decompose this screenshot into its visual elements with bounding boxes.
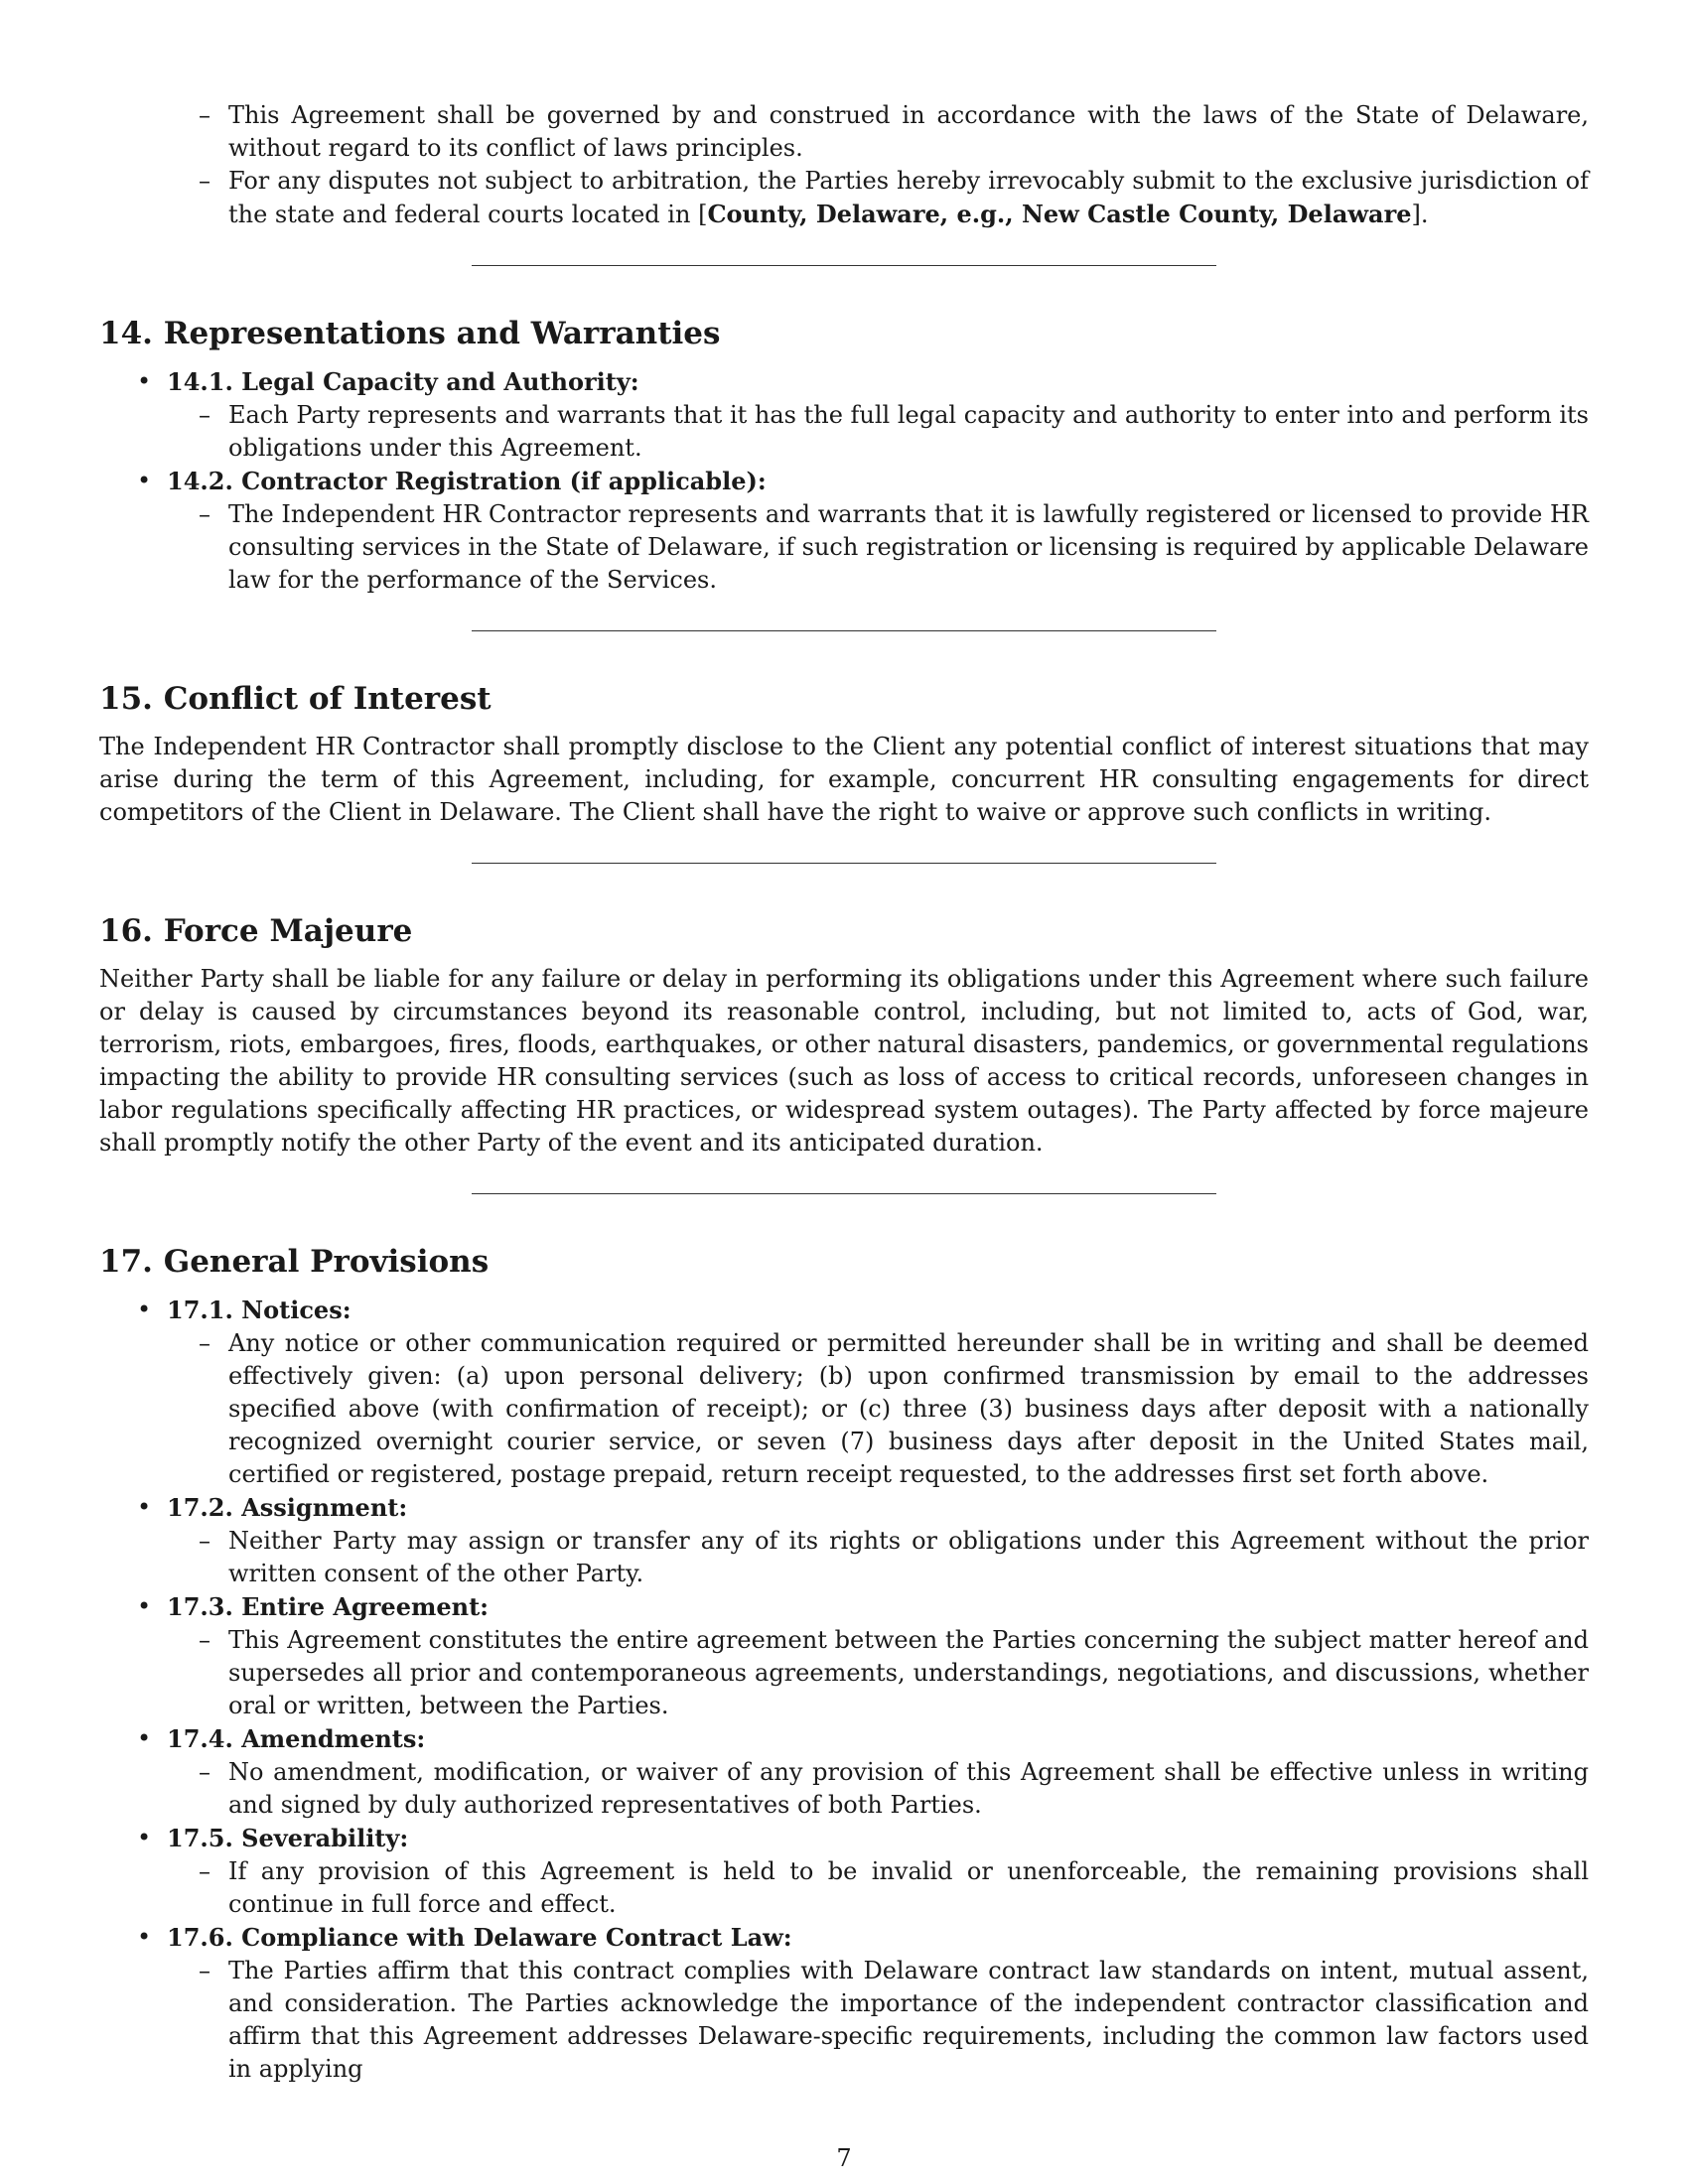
list-item (99, 465, 1589, 597)
list-item: – Neither Party may assign or transfer any of its rights or obligations under this Agreement without the prior written consent of the other Party. (167, 1525, 1589, 1590)
list-item: – The Independent HR Contractor represents and warrants that it is lawfully registered or licensed to provide HR consulting services in the State of Delaware, if such registration or licensing is required by applicable Delaware law for the performance of the Services. (167, 498, 1589, 597)
list-item: – This Agreement constitutes the entire agreement between the Parties concerning the subject matter hereof and supersedes all prior and contemporaneous agreements, understandings, negotiations, and discussions, whether oral or written, between the Parties. (167, 1624, 1589, 1722)
section-14-list (99, 365, 1589, 597)
section-divider (472, 630, 1216, 631)
list-item: – For any disputes not subject to arbitration, the Parties hereby irrevocably submit to the exclusive jurisdiction of the state and federal courts located in [County, Delaware, e.g., New Castle County, Delaware]. (99, 165, 1589, 231)
list-item (99, 1722, 1589, 1822)
list-item (99, 1491, 1589, 1590)
section-16-heading: 16. Force Majeure (99, 913, 413, 949)
list-item (99, 1822, 1589, 1921)
section-divider (472, 1193, 1216, 1194)
governing-law-list (99, 99, 1589, 231)
section-16-body: Neither Party shall be liable for any failure or delay in performing its obligations under this Agreement where such failure or delay is caused by circumstances beyond its reasonable control, including, but not limited to, acts of God, war, terrorism, riots, embargoes, fires, floods, earthquakes, or other natural disasters, pandemics, or governmental regulations impacting the ability to provide HR consulting services (such as loss of access to critical records, unforeseen changes in labor regulations specifically affecting HR practices, or widespread system outages). The Party affected by force majeure shall promptly notify the other Party of the event and its anticipated duration. (99, 965, 1589, 1157)
item-title: 17.3. Entire Agreement: (167, 1592, 490, 1621)
list-item: – Each Party represents and warrants that it has the full legal capacity and authority to enter into and perform its obligations under this Agreement. (167, 399, 1589, 465)
item-title: 17.6. Compliance with Delaware Contract Law: (167, 1923, 792, 1952)
section-17-list (99, 1294, 1589, 2086)
list-item: – Any notice or other communication required or permitted hereunder shall be in writing and shall be deemed effectively given: (a) upon personal delivery; (b) upon confirmed transmission by email to the addresses specified above (with confirmation of receipt); or (c) three (3) business days after deposit with a nationally recognized overnight courier service, or seven (7) business days after deposit in the United States mail, certified or registered, postage prepaid, return receipt requested, to the addresses first set forth above. (167, 1327, 1589, 1491)
page-number: 7 (836, 2144, 852, 2172)
section-divider (472, 863, 1216, 864)
item-title: 17.5. Severability: (167, 1824, 409, 1852)
item-title: 14.2. Contractor Registration (if applicable): (167, 467, 767, 495)
item-title: 14.1. Legal Capacity and Authority: (167, 367, 639, 396)
list-item: – The Parties affirm that this contract complies with Delaware contract law standards on intent, mutual assent, and consideration. The Parties acknowledge the importance of the independent contractor classification and affirm that this Agreement addresses Delaware-specific requirements, including the common law factors used in applying (167, 1955, 1589, 2086)
section-15-heading: 15. Conflict of Interest (99, 681, 492, 717)
list-item: – This Agreement shall be governed by and construed in accordance with the laws of the State of Delaware, without regard to its conflict of laws principles. (99, 99, 1589, 165)
document-page (99, 99, 1589, 2086)
item-title: 17.4. Amendments: (167, 1724, 426, 1753)
jurisdiction-placeholder: County, Delaware, e.g., New Castle County, Delaware (707, 200, 1412, 228)
section-15-body: The Independent HR Contractor shall promptly disclose to the Client any potential conflict of interest situations that may arise during the term of this Agreement, including, for example, concurrent HR consulting engagements for direct competitors of the Client in Delaware. The Client shall have the right to waive or approve such conflicts in writing. (99, 733, 1589, 826)
list-item (99, 365, 1589, 465)
item-title: 17.1. Notices: (167, 1296, 352, 1324)
list-item (99, 1294, 1589, 1491)
section-17-heading: 17. General Provisions (99, 1244, 490, 1280)
list-item: – No amendment, modification, or waiver of any provision of this Agreement shall be effective unless in writing and signed by duly authorized representatives of both Parties. (167, 1756, 1589, 1822)
list-item: – If any provision of this Agreement is held to be invalid or unenforceable, the remaining provisions shall continue in full force and effect. (167, 1855, 1589, 1921)
list-item (99, 1590, 1589, 1722)
list-item (99, 1921, 1589, 2086)
section-14-heading: 14. Representations and Warranties (99, 316, 721, 351)
item-title: 17.2. Assignment: (167, 1493, 408, 1522)
section-divider (472, 265, 1216, 266)
